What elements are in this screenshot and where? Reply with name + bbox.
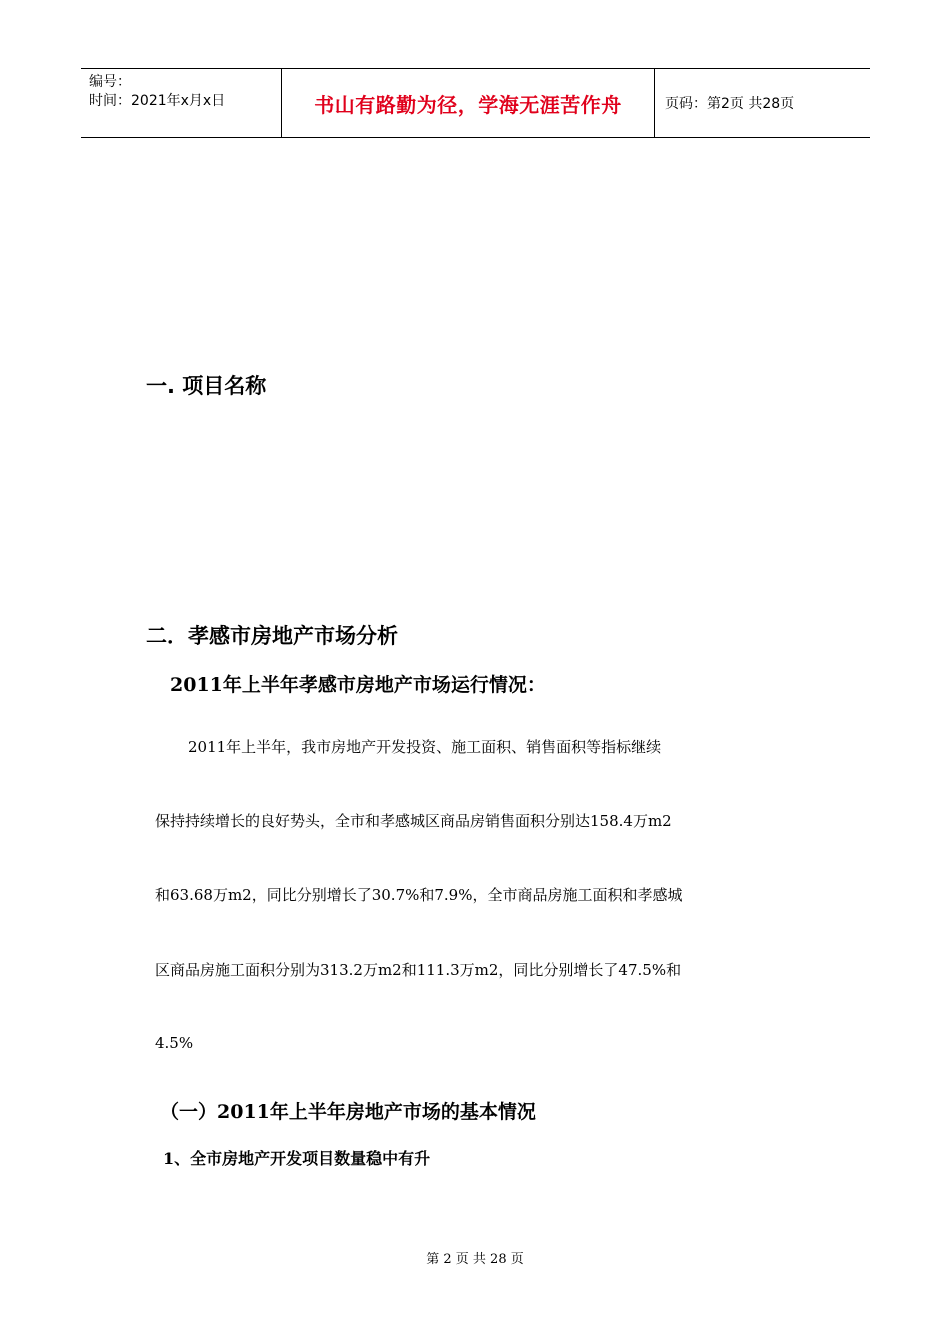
paragraph-line: 保持持续增长的良好势头，全市和孝感城区商品房销售面积分别达158.4万m2 [155, 812, 672, 830]
header-page-info: 页码：第2页 共28页 [665, 96, 795, 112]
header-meta [81, 69, 282, 137]
header-number-label: 编号： [89, 74, 131, 90]
page-header [81, 68, 870, 138]
paragraph-line: 和63.68万m2，同比分别增长了30.7%和7.9%，全市商品房施工面积和孝感城 [155, 886, 683, 904]
sub-heading-project-count: 1、全市房地产开发项目数量稳中有升 [163, 1149, 431, 1168]
sub-heading-basic-situation: （一）2011年上半年房地产市场的基本情况 [160, 1101, 536, 1123]
section-heading-1: 一. 项目名称 [146, 374, 267, 398]
paragraph-line: 区商品房施工面积分别为313.2万m2和111.3万m2，同比分别增长了47.5%和 [155, 961, 682, 979]
section-heading-2: 二．孝感市房地产市场分析 [146, 624, 398, 648]
header-time-label: 时间：2021年x月x日 [89, 93, 226, 109]
paragraph-line: 4.5% [155, 1034, 194, 1052]
section-subheading: 2011年上半年孝感市房地产市场运行情况： [170, 674, 546, 696]
header-motto: 书山有路勤为径，学海无涯苦作舟 [282, 69, 655, 137]
page-footer: 第 2 页 共 28 页 [426, 1252, 524, 1267]
paragraph-line: 2011年上半年，我市房地产开发投资、施工面积、销售面积等指标继续 [188, 738, 662, 756]
